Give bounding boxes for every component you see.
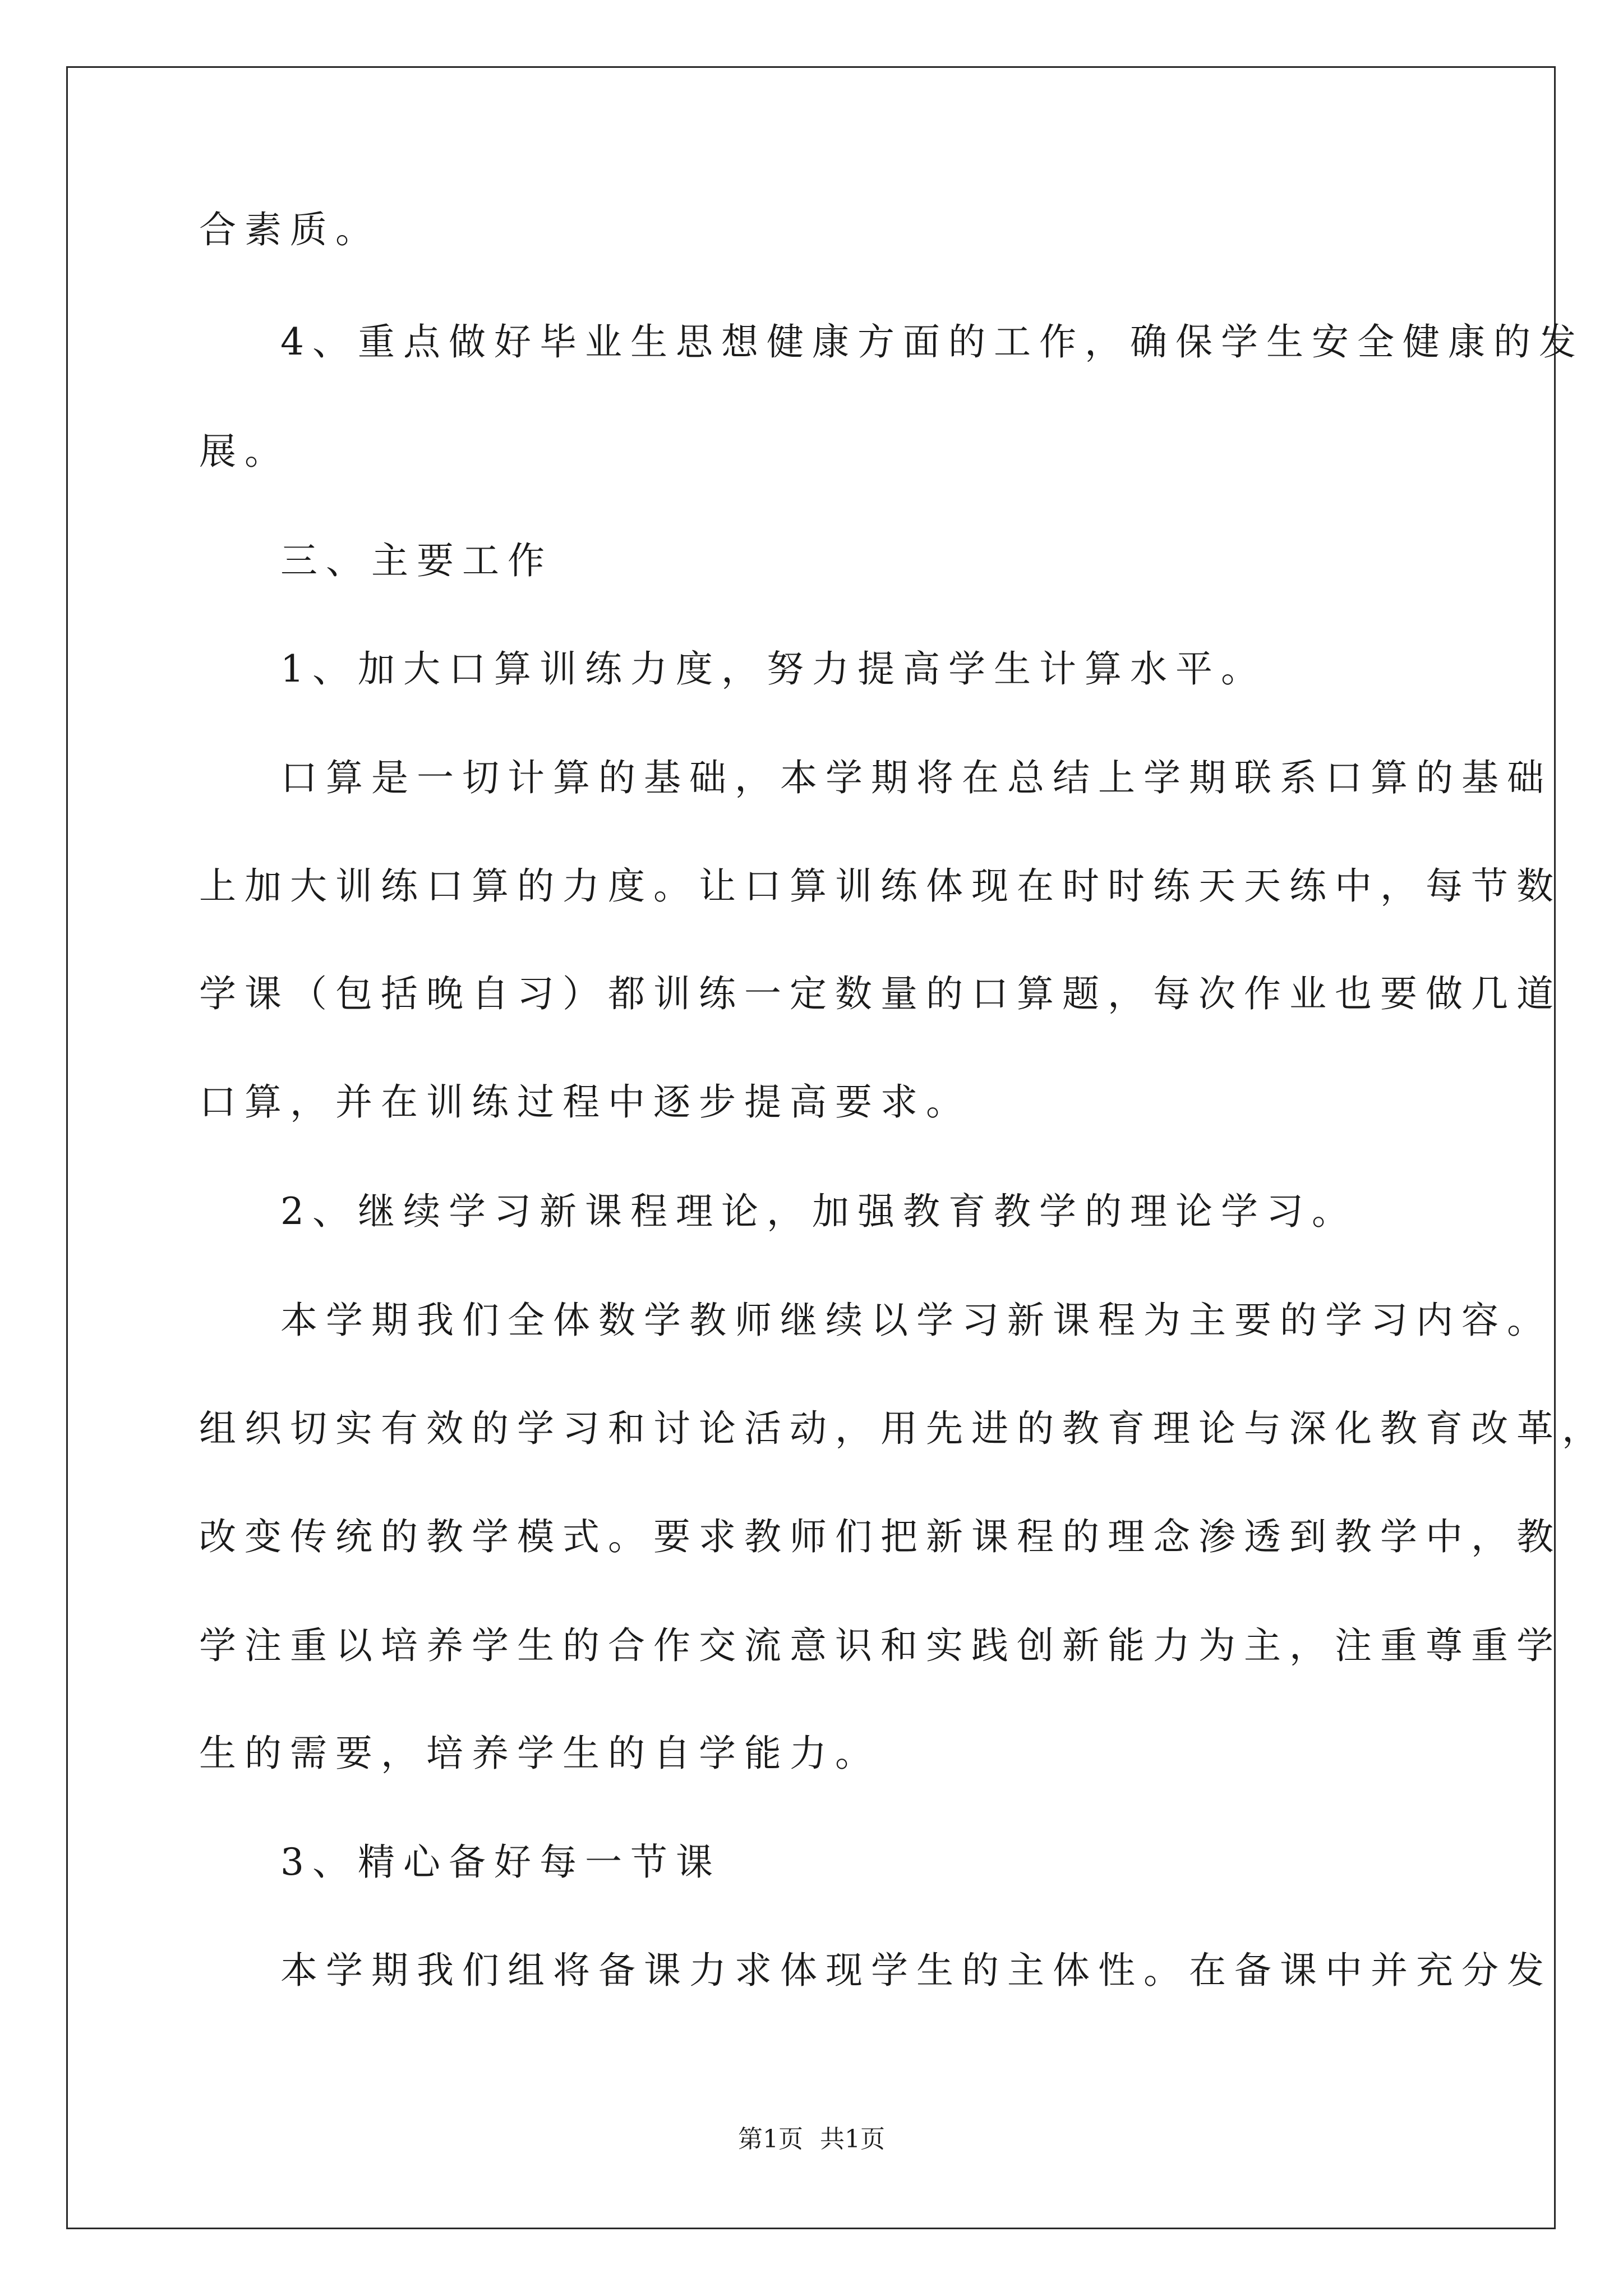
item-heading: 3、精心备好每一节课 <box>280 1841 721 1884</box>
text-line: 改变传统的教学模式。要求教师们把新课程的理念渗透到教学中，教 <box>199 1515 1562 1558</box>
text-line: 组织切实有效的学习和讨论活动，用先进的教育理论与深化教育改革， <box>199 1407 1607 1450</box>
text-line: 生的需要，培养学生的自学能力。 <box>199 1732 880 1775</box>
item-heading: 2、继续学习新课程理论，加强教育教学的理论学习。 <box>280 1190 1357 1233</box>
page-total: 共1页 <box>820 2125 885 2154</box>
section-heading: 三、主要工作 <box>280 539 553 582</box>
text-line: 学课（包括晚自习）都训练一定数量的口算题，每次作业也要做几道 <box>199 972 1562 1015</box>
text-line: 本学期我们组将备课力求体现学生的主体性。在备课中并充分发 <box>280 1949 1552 1992</box>
text-line: 展。 <box>199 430 290 473</box>
page-border <box>66 66 1556 2229</box>
page-footer <box>0 2124 1623 2155</box>
text-line: 口算是一切计算的基础，本学期将在总结上学期联系口算的基础 <box>280 756 1552 799</box>
text-line: 4、重点做好毕业生思想健康方面的工作，确保学生安全健康的发 <box>280 320 1584 364</box>
item-heading: 1、加大口算训练力度，努力提高学生计算水平。 <box>280 647 1266 691</box>
text-line: 上加大训练口算的力度。让口算训练体现在时时练天天练中，每节数 <box>199 864 1562 908</box>
page-number: 第1页 <box>738 2125 803 2154</box>
text-line: 学注重以培养学生的合作交流意识和实践创新能力为主，注重尊重学 <box>199 1624 1562 1667</box>
text-line: 口算，并在训练过程中逐步提高要求。 <box>199 1080 971 1124</box>
text-line: 本学期我们全体数学教师继续以学习新课程为主要的学习内容。 <box>280 1299 1552 1342</box>
text-line: 合素质。 <box>199 208 381 251</box>
